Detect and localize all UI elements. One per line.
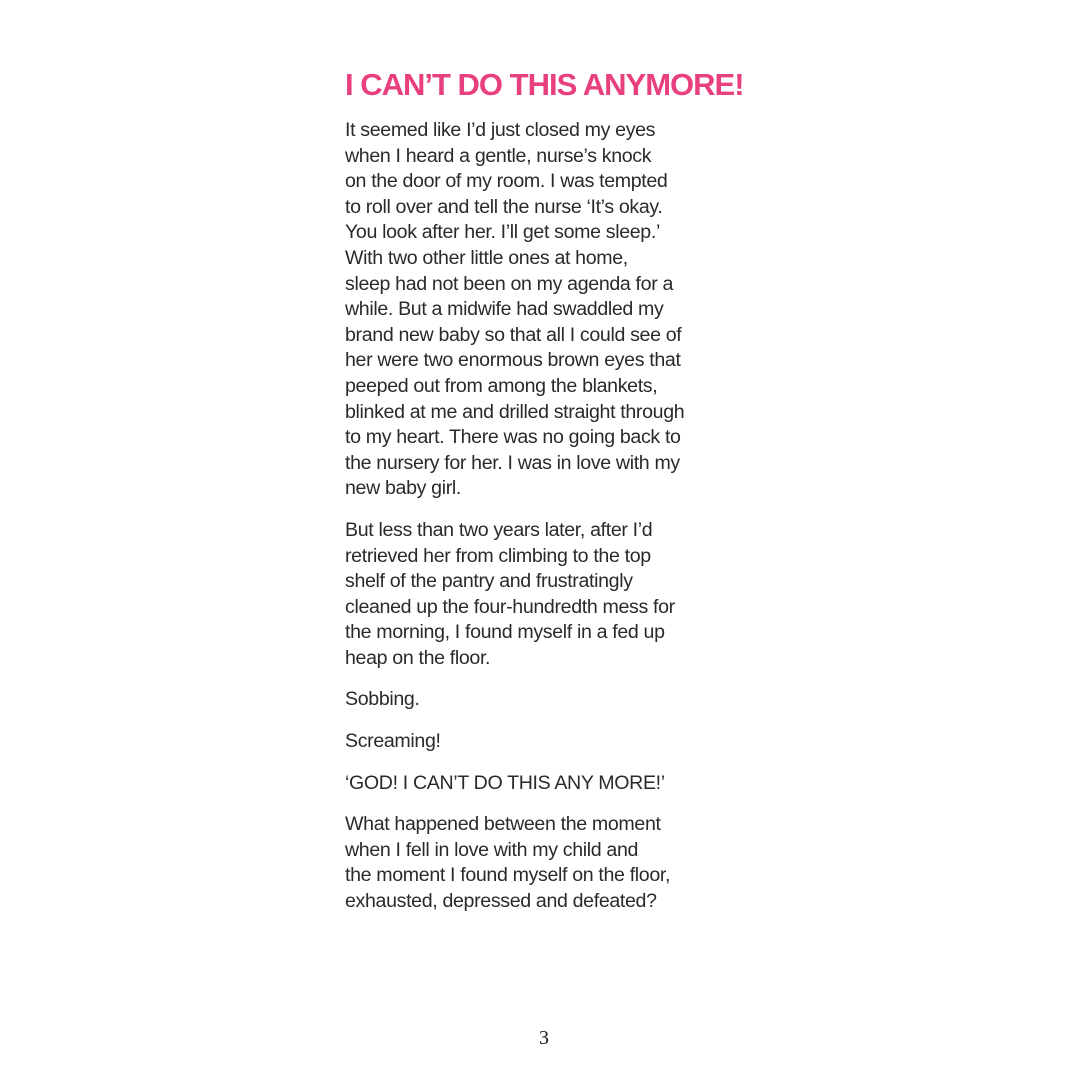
text-line: sleep had not been on my agenda for a <box>345 272 674 295</box>
paragraph-2 <box>345 518 745 672</box>
paragraph-screaming <box>345 729 745 755</box>
text-line: blinked at me and drilled straight through <box>345 400 685 423</box>
text-line: shelf of the pantry and frustratingly <box>345 570 633 593</box>
page-content <box>345 66 745 931</box>
text-line: What happened between the moment <box>345 813 661 836</box>
text-line: Screaming! <box>345 730 441 753</box>
text-line: brand new baby so that all I could see of <box>345 323 682 346</box>
text-line: It seemed like I’d just closed my eyes <box>345 119 656 141</box>
text-line: on the door of my room. I was tempted <box>345 170 668 193</box>
text-line: to roll over and tell the nurse ‘It’s okay. <box>345 195 663 218</box>
text-line: You look after her. I’ll get some sleep.’ <box>345 221 660 244</box>
text-line: the moment I found myself on the floor, <box>345 864 671 887</box>
text-line: exhausted, depressed and defeated? <box>345 890 657 913</box>
chapter-title: I CAN’T DO THIS ANYMORE! <box>345 67 744 102</box>
text-line: But less than two years later, after I’d <box>345 518 653 541</box>
text-line: peeped out from among the blankets, <box>345 374 658 397</box>
text-line: cleaned up the four-hundredth mess for <box>345 595 675 618</box>
paragraph-1 <box>345 118 745 502</box>
text-line: retrieved her from climbing to the top <box>345 544 651 567</box>
text-line: heap on the floor. <box>345 646 491 669</box>
text-line: when I heard a gentle, nurse’s knock <box>345 144 652 167</box>
body-text <box>345 118 745 915</box>
text-line: new baby girl. <box>345 477 461 500</box>
paragraph-sobbing <box>345 687 745 713</box>
paragraph-exclamation <box>345 771 745 797</box>
text-line: while. But a midwife had swaddled my <box>345 298 664 321</box>
text-line: Sobbing. <box>345 688 420 711</box>
text-line: ‘GOD! I CAN’T DO THIS ANY MORE!’ <box>345 771 665 794</box>
text-line: the morning, I found myself in a fed up <box>345 621 665 644</box>
text-line: to my heart. There was no going back to <box>345 426 681 449</box>
paragraph-question <box>345 812 745 914</box>
text-line: her were two enormous brown eyes that <box>345 349 681 372</box>
text-line: when I fell in love with my child and <box>345 838 639 861</box>
text-line: the nursery for her. I was in love with my <box>345 451 680 474</box>
text-line: With two other little ones at home, <box>345 246 628 269</box>
page-number: 3 <box>539 1027 549 1049</box>
